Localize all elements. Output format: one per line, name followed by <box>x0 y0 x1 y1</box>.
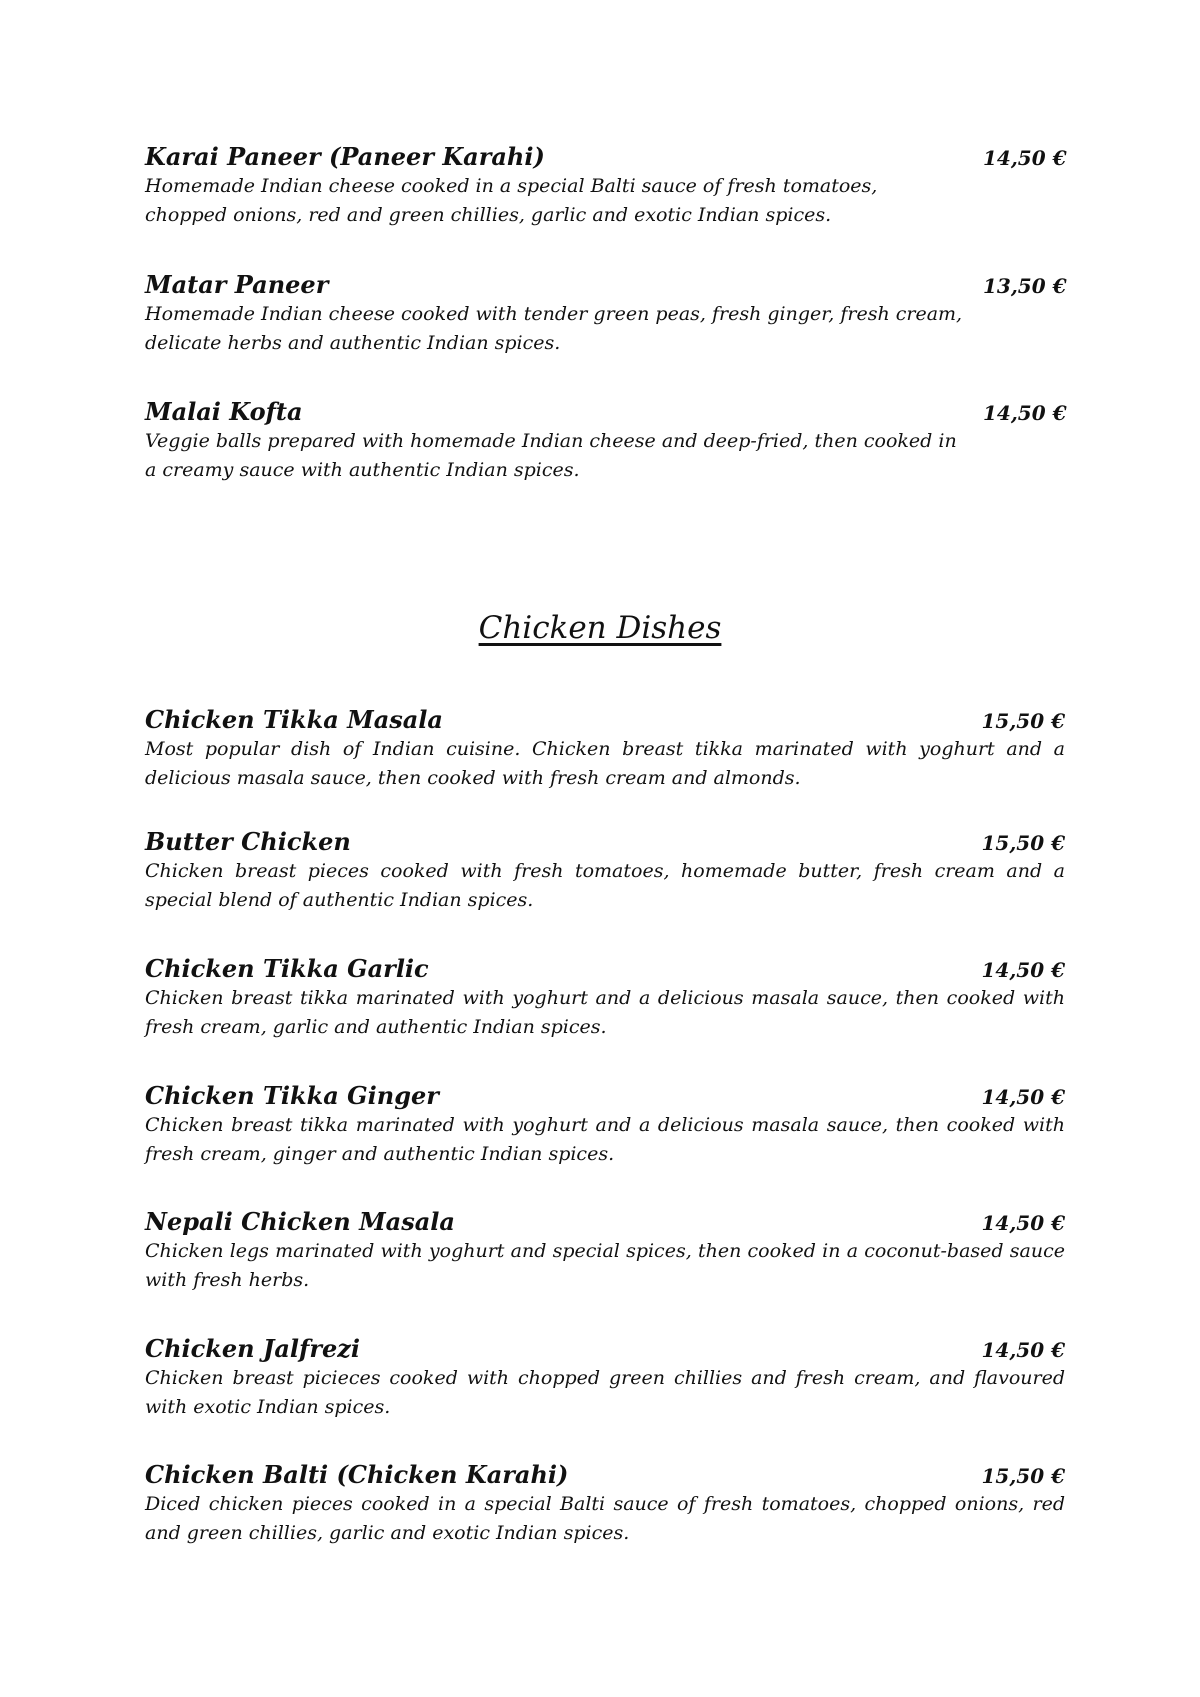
menu-item-chicken-balti <box>145 1460 1065 1548</box>
dish-description: Homemade Indian cheese cooked with tender green peas, fresh ginger, fresh cream, delicate herbs and authentic Indian spices. <box>145 303 963 354</box>
menu-item-chicken-tikka-masala <box>145 705 1065 793</box>
dish-name: Chicken Jalfrezi <box>145 1334 360 1363</box>
dish-description: Chicken breast tikka marinated with yoghurt and a delicious masala sauce, then cooked with fresh cream, ginger and authentic Indian spices. <box>145 1114 1065 1165</box>
dish-name: Nepali Chicken Masala <box>145 1207 455 1236</box>
dish-name: Matar Paneer <box>145 270 329 299</box>
menu-item-chicken-jalfrezi <box>145 1334 1065 1422</box>
menu-item-karai-paneer <box>145 142 1065 230</box>
menu-item-matar-paneer <box>145 270 1065 358</box>
dish-price: 14,50 € <box>983 146 1067 170</box>
dish-description: Diced chicken pieces cooked in a special Balti sauce of fresh tomatoes, chopped onions, red and green chillies, garlic and exotic Indian spices. <box>145 1493 1065 1544</box>
dish-description: Homemade Indian cheese cooked in a special Balti sauce of fresh tomatoes, chopped onions, red and green chillies, garlic and exotic Indian spices. <box>145 175 878 226</box>
dish-description: Chicken breast pieces cooked with fresh tomatoes, homemade butter, fresh cream and a special blend of authentic Indian spices. <box>145 860 1065 911</box>
dish-price: 14,50 € <box>981 958 1065 982</box>
dish-price: 14,50 € <box>981 1338 1065 1362</box>
dish-price: 15,50 € <box>981 831 1065 855</box>
dish-name: Chicken Tikka Ginger <box>145 1081 439 1110</box>
section-title-chicken: Chicken Dishes <box>478 610 722 646</box>
dish-name: Chicken Tikka Masala <box>145 705 443 734</box>
menu-item-chicken-tikka-garlic <box>145 954 1065 1042</box>
dish-price: 13,50 € <box>983 274 1067 298</box>
dish-description: Chicken breast tikka marinated with yoghurt and a delicious masala sauce, then cooked with fresh cream, garlic and authentic Indian spices. <box>145 987 1065 1038</box>
menu-item-butter-chicken <box>145 827 1065 915</box>
dish-name: Chicken Tikka Garlic <box>145 954 429 983</box>
menu-item-malai-kofta <box>145 397 1065 485</box>
dish-description: Chicken breast picieces cooked with chopped green chillies and fresh cream, and flavoured with exotic Indian spices. <box>145 1367 1065 1418</box>
dish-description: Most popular dish of Indian cuisine. Chicken breast tikka marinated with yoghurt and a delicious masala sauce, then cooked with fresh cream and almonds. <box>145 738 1065 789</box>
dish-name: Karai Paneer (Paneer Karahi) <box>145 142 545 171</box>
menu-item-chicken-tikka-ginger <box>145 1081 1065 1169</box>
dish-price: 14,50 € <box>983 401 1067 425</box>
dish-price: 14,50 € <box>981 1211 1065 1235</box>
dish-price: 15,50 € <box>981 709 1065 733</box>
dish-name: Chicken Balti (Chicken Karahi) <box>145 1460 569 1489</box>
dish-name: Butter Chicken <box>145 827 351 856</box>
dish-price: 15,50 € <box>981 1464 1065 1488</box>
dish-description: Chicken legs marinated with yoghurt and special spices, then cooked in a coconut-based sauce with fresh herbs. <box>145 1240 1065 1291</box>
dish-description: Veggie balls prepared with homemade Indian cheese and deep-fried, then cooked in a creamy sauce with authentic Indian spices. <box>145 430 957 481</box>
menu-item-nepali-chicken-masala <box>145 1207 1065 1295</box>
dish-price: 14,50 € <box>981 1085 1065 1109</box>
dish-name: Malai Kofta <box>145 397 303 426</box>
